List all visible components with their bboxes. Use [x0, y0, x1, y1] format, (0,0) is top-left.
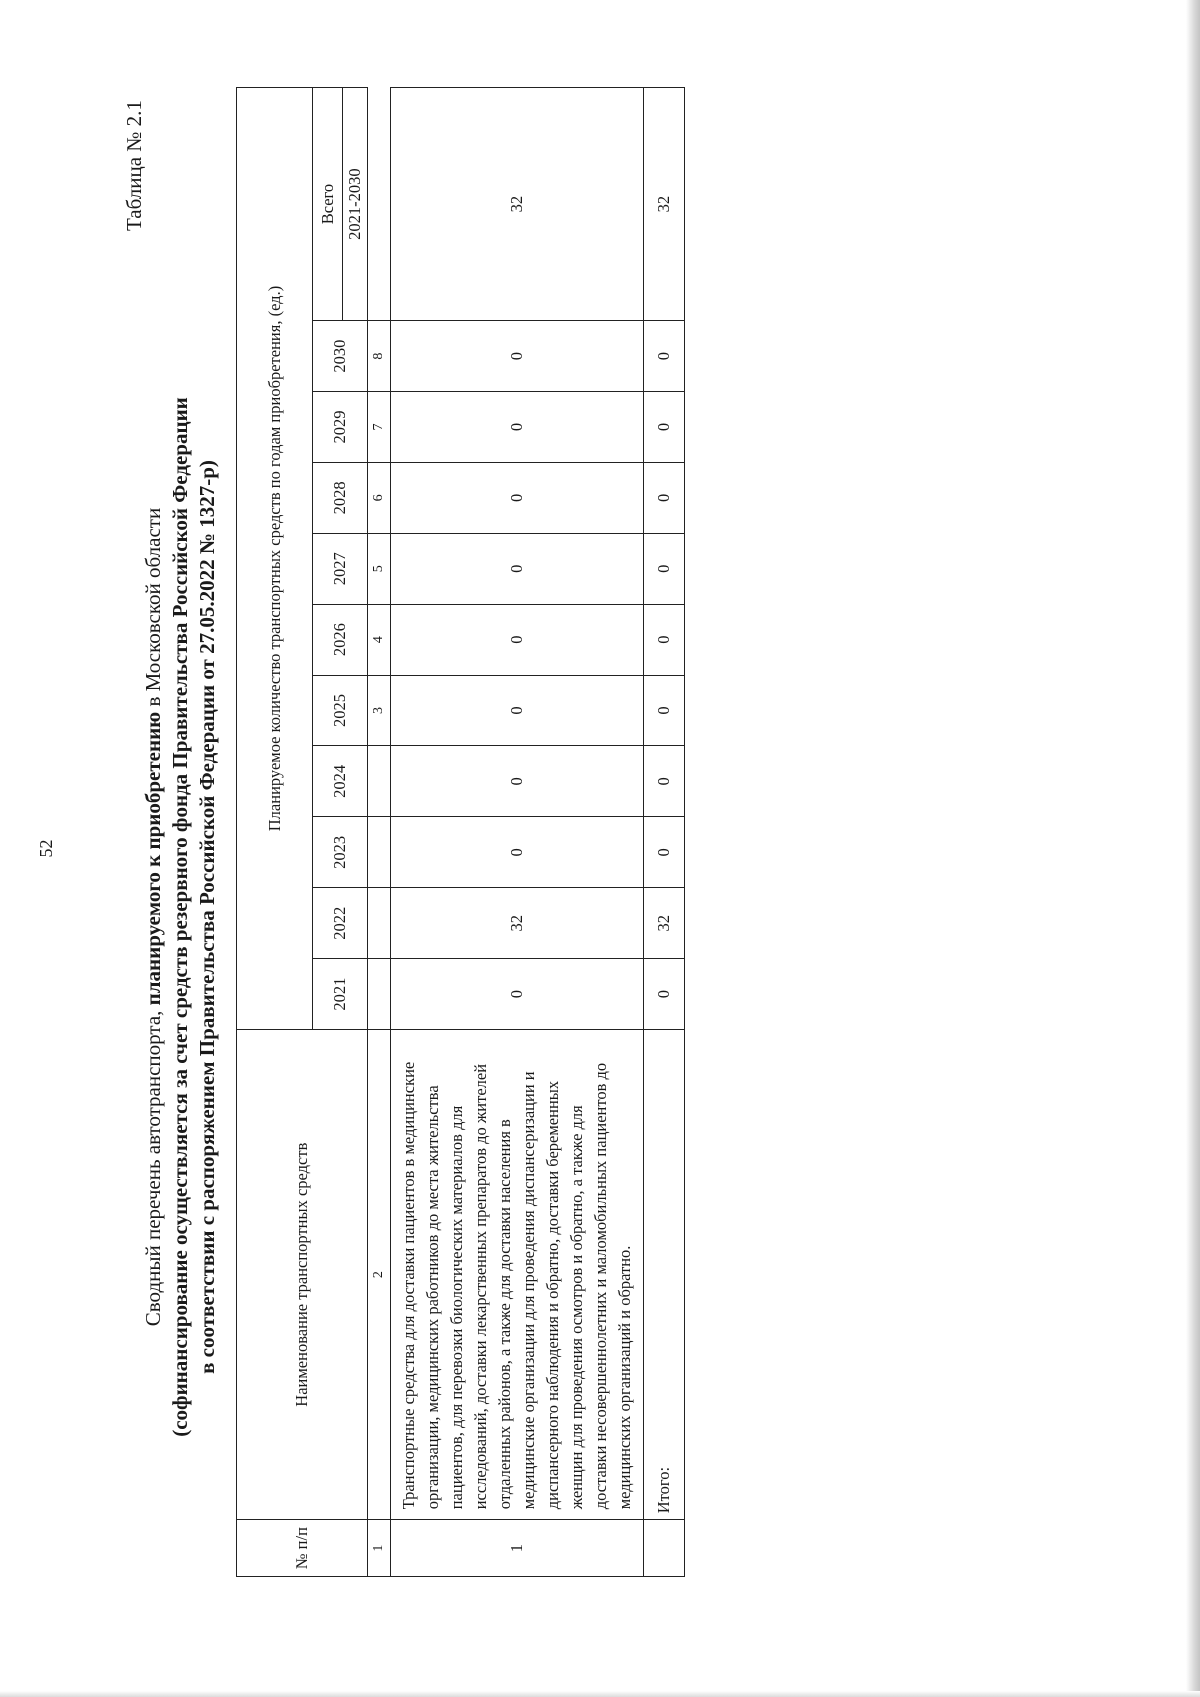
row-value: 0 [391, 959, 644, 1030]
row-value: 32 [391, 888, 644, 959]
column-number: 8 [368, 321, 391, 392]
header-num: № п/п [237, 1520, 368, 1577]
total-value: 0 [644, 675, 685, 746]
header-row-1 [237, 88, 313, 1577]
title-line-1: Сводный перечень автотранспорта, планируемого к приобретению в Московской области [141, 507, 165, 1327]
total-value: 32 [644, 888, 685, 959]
column-number [368, 746, 391, 817]
header-year: 2024 [313, 746, 368, 817]
header-year: 2021 [313, 959, 368, 1030]
total-num [644, 1520, 685, 1577]
row-value: 0 [391, 817, 644, 888]
row-value: 0 [391, 462, 644, 533]
header-name: Наименование транспортных средств [237, 1030, 368, 1520]
total-row [644, 88, 685, 1577]
header-year: 2026 [313, 604, 368, 675]
header-group: Планируемое количество транспортных средств по годам приобретения, (ед.) [237, 88, 313, 1030]
title-line-3: в соответствии с распоряжением Правительства Российской Федерации от 27.05.2022 № 1327-р) [195, 460, 219, 1374]
total-value: 0 [644, 817, 685, 888]
row-value: 0 [391, 604, 644, 675]
total-value: 0 [644, 533, 685, 604]
header-year: 2027 [313, 533, 368, 604]
title-line-2: (софинансирование осуществляется за счет средств резервного фонда Правительства Российской Федерации [168, 397, 192, 1437]
column-number: 1 [368, 1520, 391, 1577]
total-value: 0 [644, 746, 685, 817]
header-year: 2029 [313, 392, 368, 463]
row-name: Транспортные средства для доставки пациентов в медицинские организации, медицинских работников до места жительства пациентов, для перевозки биологических материалов для исследований, доставки лекарственных препаратов до жителей отдаленных районов, а также для доставки населения в медицинские организации для проведения диспансеризации и диспансерного наблюдения и обратно, доставки беременных женщин для проведения осмотров и обратно, а также для доставки несовершеннолетних и маломобильных пациентов до медицинских организаций и обратно. [391, 1030, 644, 1520]
column-number: 4 [368, 604, 391, 675]
row-value: 0 [391, 675, 644, 746]
row-value: 0 [391, 746, 644, 817]
page-number: 52 [36, 839, 56, 858]
column-number: 3 [368, 675, 391, 746]
column-number: 6 [368, 462, 391, 533]
column-number-row [368, 88, 391, 1577]
row-total: 32 [391, 88, 644, 321]
total-value: 0 [644, 604, 685, 675]
row-value: 0 [391, 533, 644, 604]
header-total: Всего [313, 88, 343, 321]
total-value: 0 [644, 392, 685, 463]
header-year: 2025 [313, 675, 368, 746]
row-value: 0 [391, 392, 644, 463]
total-value: 0 [644, 462, 685, 533]
header-year: 2030 [313, 321, 368, 392]
header-year: 2022 [313, 888, 368, 959]
table-row [391, 88, 644, 1577]
column-number [368, 959, 391, 1030]
total-value: 0 [644, 959, 685, 1030]
document-title [140, 337, 221, 1497]
column-number: 7 [368, 392, 391, 463]
column-number [368, 817, 391, 888]
column-number [368, 888, 391, 959]
column-number: 5 [368, 533, 391, 604]
column-number: 2 [368, 1030, 391, 1520]
vehicle-table [236, 87, 685, 1577]
header-year: 2028 [313, 462, 368, 533]
row-value: 0 [391, 321, 644, 392]
header-year: 2023 [313, 817, 368, 888]
total-label: Итого: [644, 1030, 685, 1520]
total-value: 0 [644, 321, 685, 392]
total-sum: 32 [644, 88, 685, 321]
header-total-range: 2021-2030 [343, 88, 368, 321]
row-num: 1 [391, 1520, 644, 1577]
table-label: Таблица № 2.1 [122, 100, 146, 231]
